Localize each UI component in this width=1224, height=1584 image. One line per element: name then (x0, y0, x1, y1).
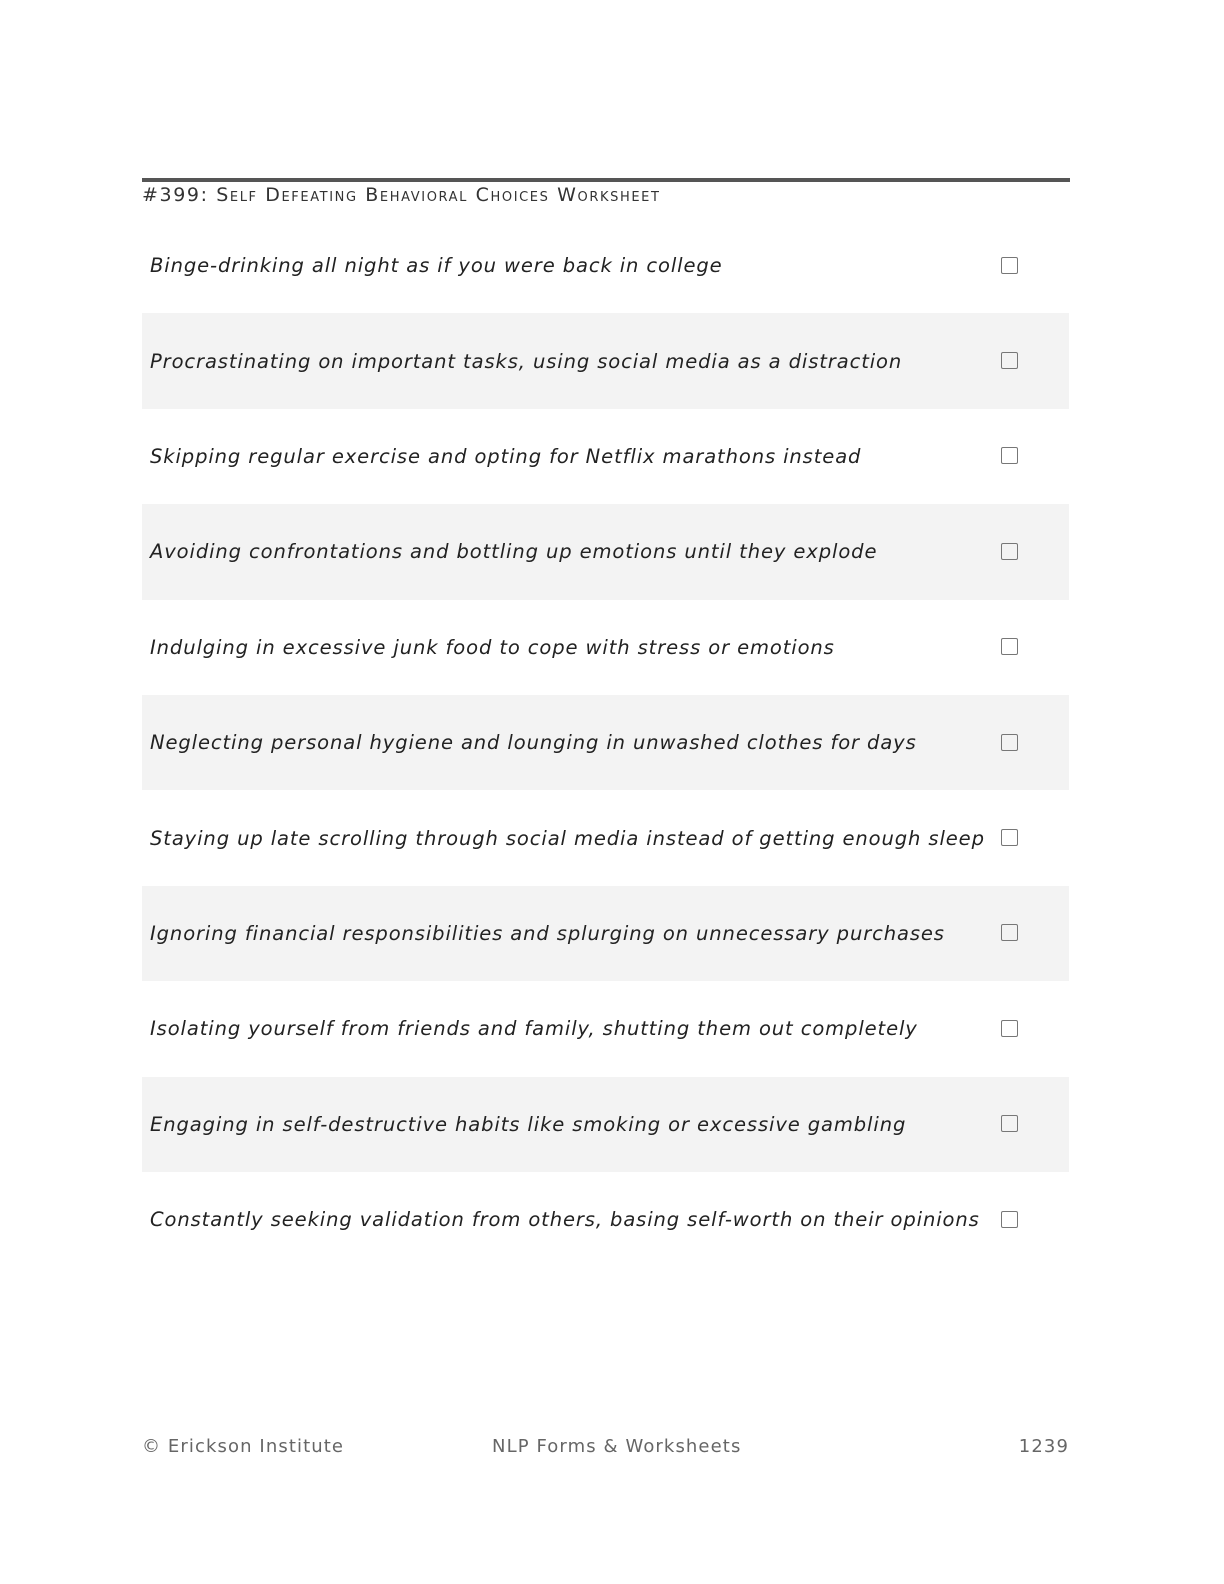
checklist-item-text: Neglecting personal hygiene and lounging in unwashed clothes for days (150, 731, 917, 755)
checklist-item (142, 981, 1069, 1076)
checklist-item (142, 1172, 1069, 1267)
checklist-item-text: Skipping regular exercise and opting for Netflix marathons instead (150, 444, 862, 468)
checklist-item (142, 695, 1069, 790)
checklist-checkbox[interactable] (1001, 257, 1018, 274)
checklist-item (142, 218, 1069, 313)
checklist-item-text: Isolating yourself from friends and family, shutting them out completely (150, 1017, 918, 1041)
checklist-item-text: Binge-drinking all night as if you were back in college (150, 254, 723, 278)
checklist-item (142, 313, 1069, 408)
checklist-item (142, 886, 1069, 981)
checklist-checkbox[interactable] (1001, 734, 1018, 751)
checklist (142, 218, 1069, 1267)
footer-collection: NLP Forms & Worksheets (492, 1436, 742, 1457)
checklist-item (142, 504, 1069, 599)
footer-copyright: © Erickson Institute (142, 1436, 345, 1457)
checklist-item-text: Indulging in excessive junk food to cope with stress or emotions (150, 635, 835, 659)
checklist-item (142, 409, 1069, 504)
checklist-checkbox[interactable] (1001, 1020, 1018, 1037)
checklist-item-text: Constantly seeking validation from others, basing self-worth on their opinions (150, 1208, 980, 1232)
footer-page-number: 1239 (1018, 1436, 1069, 1457)
checklist-checkbox[interactable] (1001, 829, 1018, 846)
checklist-item-text: Engaging in self-destructive habits like smoking or excessive gambling (150, 1112, 907, 1136)
header-rule (142, 178, 1070, 182)
checklist-checkbox[interactable] (1001, 352, 1018, 369)
checklist-item (142, 1077, 1069, 1172)
checklist-item-text: Ignoring financial responsibilities and splurging on unnecessary purchases (150, 921, 945, 945)
checklist-item-text: Avoiding confrontations and bottling up emotions until they explode (150, 540, 878, 564)
checklist-checkbox[interactable] (1001, 447, 1018, 464)
checklist-item-text: Procrastinating on important tasks, using social media as a distraction (150, 349, 903, 373)
checklist-item-text: Staying up late scrolling through social media instead of getting enough sleep (150, 826, 985, 850)
checklist-checkbox[interactable] (1001, 924, 1018, 941)
worksheet-title: #399: Self Defeating Behavioral Choices Worksheet (142, 184, 661, 206)
checklist-checkbox[interactable] (1001, 1211, 1018, 1228)
checklist-checkbox[interactable] (1001, 543, 1018, 560)
checklist-checkbox[interactable] (1001, 638, 1018, 655)
checklist-item (142, 790, 1069, 885)
checklist-checkbox[interactable] (1001, 1115, 1018, 1132)
checklist-item (142, 600, 1069, 695)
